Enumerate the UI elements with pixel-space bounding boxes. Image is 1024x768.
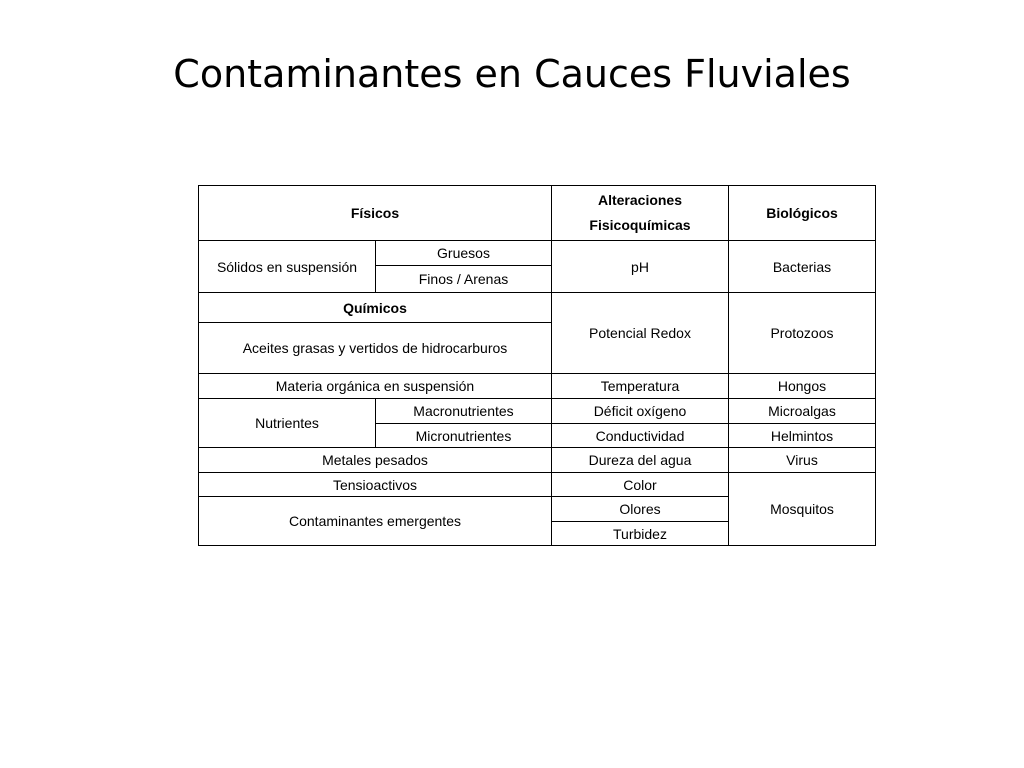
cell-micronutrientes: Micronutrientes: [376, 424, 552, 448]
header-alteraciones: [552, 186, 729, 241]
cell-aceites: Aceites grasas y vertidos de hidrocarburos: [199, 323, 552, 374]
cell-helmintos: Helmintos: [729, 424, 876, 448]
table-row: [199, 241, 876, 266]
cell-gruesos: Gruesos: [376, 241, 552, 266]
cell-mosquitos: Mosquitos: [729, 473, 876, 546]
cell-virus: Virus: [729, 448, 876, 473]
header-fisicos: Físicos: [199, 186, 552, 241]
table-row: [199, 448, 876, 473]
cell-metales-pesados: Metales pesados: [199, 448, 552, 473]
table-header-row: [199, 186, 876, 241]
cell-deficit-oxigeno: Déficit oxígeno: [552, 399, 729, 424]
cell-finos-arenas: Finos / Arenas: [376, 266, 552, 293]
cell-potencial-redox: Potencial Redox: [552, 293, 729, 374]
cell-olores: Olores: [552, 497, 729, 522]
contaminants-table: [198, 185, 876, 546]
cell-macronutrientes: Macronutrientes: [376, 399, 552, 424]
header-alteraciones-line2: Fisicoquímicas: [589, 217, 691, 233]
cell-nutrientes: Nutrientes: [199, 399, 376, 448]
cell-microalgas: Microalgas: [729, 399, 876, 424]
cell-quimicos: Químicos: [199, 293, 552, 323]
table-row: [199, 293, 876, 323]
header-alteraciones-line1: Alteraciones: [597, 192, 683, 208]
cell-conductividad: Conductividad: [552, 424, 729, 448]
slide-title: Contaminantes en Cauces Fluviales: [173, 52, 851, 96]
cell-tensioactivos: Tensioactivos: [199, 473, 552, 497]
table-row: [199, 374, 876, 399]
cell-turbidez: Turbidez: [552, 522, 729, 546]
cell-contaminantes-emergentes: Contaminantes emergentes: [199, 497, 552, 546]
cell-solidos-suspension: Sólidos en suspensión: [199, 241, 376, 293]
table-row: [199, 473, 876, 497]
cell-temperatura: Temperatura: [552, 374, 729, 399]
table-row: [199, 399, 876, 424]
cell-hongos: Hongos: [729, 374, 876, 399]
cell-color: Color: [552, 473, 729, 497]
header-biologicos: Biológicos: [729, 186, 876, 241]
cell-bacterias: Bacterias: [729, 241, 876, 293]
cell-ph: pH: [552, 241, 729, 293]
cell-protozoos: Protozoos: [729, 293, 876, 374]
cell-dureza-agua: Dureza del agua: [552, 448, 729, 473]
cell-materia-organica: Materia orgánica en suspensión: [199, 374, 552, 399]
